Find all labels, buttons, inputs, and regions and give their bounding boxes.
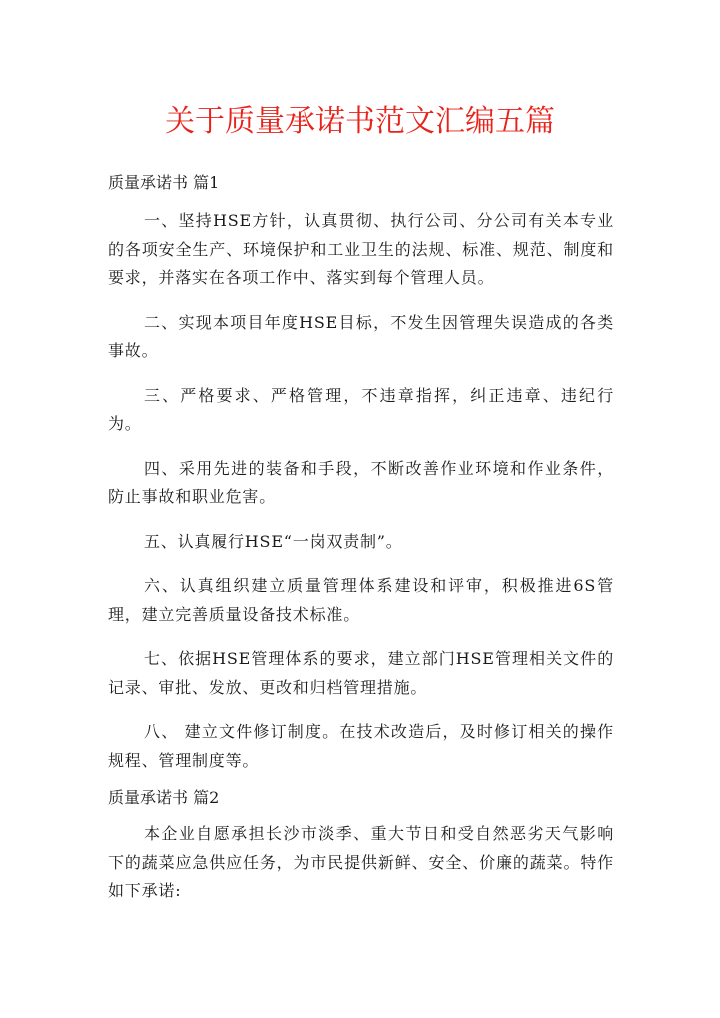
section-heading-1: 质量承诺书 篇1 [108,173,220,192]
paragraph: 三、严格要求、严格管理，不违章指挥，纠正违章、违纪行为。 [108,385,614,433]
paragraph: 一、坚持HSE方针，认真贯彻、执行公司、分公司有关本专业的各项安全生产、环境保护和工业卫生的法规、标准、规范、制度和要求，并落实在各项工作中、落实到每个管理人员。 [108,211,614,287]
paragraph: 六、认真组织建立质量管理体系建设和评审，积极推进6S管理，建立完善质量设备技术标准。 [108,576,614,624]
paragraph: 五、认真履行HSE“一岗双责制”。 [144,531,403,551]
paragraph: 四、采用先进的装备和手段，不断改善作业环境和作业条件，防止事故和职业危害。 [108,458,614,506]
paragraph: 二、实现本项目年度HSE目标，不发生因管理失误造成的各类事故。 [108,312,614,360]
paragraph: 八、 建立文件修订制度。在技术改造后，及时修订相关的操作规程、管理制度等。 [108,722,614,770]
document-body [108,164,614,922]
document-title: 关于质量承诺书范文汇编五篇 [165,104,555,139]
paragraph: 七、依据HSE管理体系的要求，建立部门HSE管理相关文件的记录、审批、发放、更改和归档管理措施。 [108,649,614,697]
paragraph: 本企业自愿承担长沙市淡季、重大节日和受自然恶劣天气影响下的蔬菜应急供应任务，为市民提供新鲜、安全、价廉的蔬菜。特作如下承诺: [108,824,614,900]
section-heading-2: 质量承诺书 篇2 [108,788,220,807]
